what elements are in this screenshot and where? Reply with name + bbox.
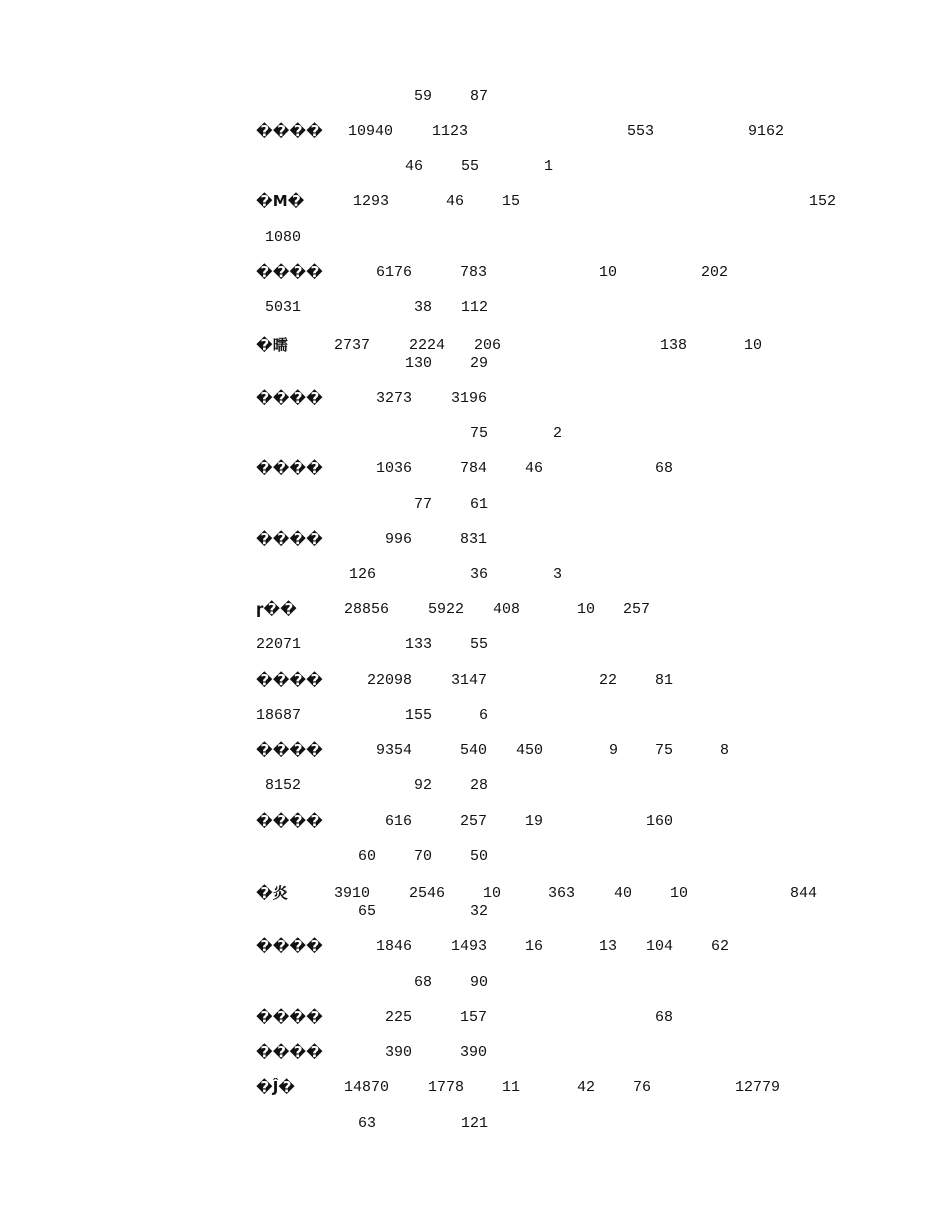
cell-r25-c2: 16 bbox=[525, 938, 544, 955]
row-label-r28: ���� bbox=[256, 1043, 323, 1061]
cell-r2-c2: 1 bbox=[544, 158, 554, 175]
cell-r24-c0: 65 bbox=[358, 903, 377, 920]
cell-r23-c6: 844 bbox=[790, 885, 818, 902]
cell-r20-c2: 28 bbox=[470, 777, 489, 794]
cell-r26-c1: 90 bbox=[470, 974, 489, 991]
cell-r19-c4: 75 bbox=[655, 742, 674, 759]
cell-r23-c5: 10 bbox=[670, 885, 689, 902]
cell-r19-c2: 450 bbox=[516, 742, 544, 759]
cell-r11-c1: 784 bbox=[460, 460, 488, 477]
cell-r9-c1: 3196 bbox=[451, 390, 488, 407]
cell-r10-c1: 2 bbox=[553, 425, 563, 442]
row-label-r15: ɼ�� bbox=[256, 600, 297, 618]
cell-r29-c0: 14870 bbox=[344, 1079, 390, 1096]
cell-r17-c0: 22098 bbox=[367, 672, 413, 689]
cell-r25-c5: 62 bbox=[711, 938, 730, 955]
cell-r23-c4: 40 bbox=[614, 885, 633, 902]
cell-r11-c2: 46 bbox=[525, 460, 544, 477]
cell-r7-c1: 2224 bbox=[409, 337, 446, 354]
cell-r21-c1: 257 bbox=[460, 813, 488, 830]
cell-r12-c0: 77 bbox=[414, 496, 433, 513]
cell-r20-c1: 92 bbox=[414, 777, 433, 794]
cell-r28-c0: 390 bbox=[385, 1044, 413, 1061]
row-label-r21: ���� bbox=[256, 812, 323, 830]
cell-r16-c0: 22071 bbox=[256, 636, 302, 653]
cell-r23-c1: 2546 bbox=[409, 885, 446, 902]
cell-r30-c0: 63 bbox=[358, 1115, 377, 1132]
cell-r18-c2: 6 bbox=[479, 707, 489, 724]
row-label-r3: �M� bbox=[256, 192, 305, 210]
cell-r17-c3: 81 bbox=[655, 672, 674, 689]
cell-r17-c1: 3147 bbox=[451, 672, 488, 689]
cell-r28-c1: 390 bbox=[460, 1044, 488, 1061]
cell-r11-c0: 1036 bbox=[376, 460, 413, 477]
row-label-r23: �炎 bbox=[256, 884, 288, 902]
row-label-r7: �曘 bbox=[256, 336, 288, 354]
cell-r14-c0: 126 bbox=[349, 566, 377, 583]
cell-r19-c0: 9354 bbox=[376, 742, 413, 759]
row-label-r25: ���� bbox=[256, 937, 323, 955]
cell-r6-c2: 112 bbox=[461, 299, 489, 316]
cell-r2-c0: 46 bbox=[405, 158, 424, 175]
cell-r23-c2: 10 bbox=[483, 885, 502, 902]
cell-r20-c0: 8152 bbox=[265, 777, 302, 794]
cell-r19-c5: 8 bbox=[720, 742, 730, 759]
cell-r29-c5: 12779 bbox=[735, 1079, 781, 1096]
cell-r29-c4: 76 bbox=[633, 1079, 652, 1096]
cell-r8-c1: 29 bbox=[470, 355, 489, 372]
cell-r14-c2: 3 bbox=[553, 566, 563, 583]
cell-r3-c0: 1293 bbox=[353, 193, 390, 210]
row-label-r1: ���� bbox=[256, 122, 323, 140]
cell-r21-c3: 160 bbox=[646, 813, 674, 830]
cell-r7-c2: 206 bbox=[474, 337, 502, 354]
cell-r5-c2: 10 bbox=[599, 264, 618, 281]
cell-r24-c1: 32 bbox=[470, 903, 489, 920]
row-label-r19: ���� bbox=[256, 741, 323, 759]
cell-r27-c1: 157 bbox=[460, 1009, 488, 1026]
cell-r13-c1: 831 bbox=[460, 531, 488, 548]
cell-r1-c3: 9162 bbox=[748, 123, 785, 140]
cell-r2-c1: 55 bbox=[461, 158, 480, 175]
cell-r6-c0: 5031 bbox=[265, 299, 302, 316]
row-label-r13: ���� bbox=[256, 530, 323, 548]
cell-r22-c1: 70 bbox=[414, 848, 433, 865]
cell-r14-c1: 36 bbox=[470, 566, 489, 583]
cell-r19-c1: 540 bbox=[460, 742, 488, 759]
row-label-r17: ���� bbox=[256, 671, 323, 689]
cell-r22-c0: 60 bbox=[358, 848, 377, 865]
cell-r25-c3: 13 bbox=[599, 938, 618, 955]
cell-r9-c0: 3273 bbox=[376, 390, 413, 407]
row-label-r5: ���� bbox=[256, 263, 323, 281]
cell-r16-c2: 55 bbox=[470, 636, 489, 653]
cell-r23-c0: 3910 bbox=[334, 885, 371, 902]
cell-r25-c0: 1846 bbox=[376, 938, 413, 955]
row-label-r27: ���� bbox=[256, 1008, 323, 1026]
cell-r15-c4: 257 bbox=[623, 601, 651, 618]
cell-r30-c1: 121 bbox=[461, 1115, 489, 1132]
cell-r16-c1: 133 bbox=[405, 636, 433, 653]
cell-r12-c1: 61 bbox=[470, 496, 489, 513]
cell-r6-c1: 38 bbox=[414, 299, 433, 316]
cell-r15-c3: 10 bbox=[577, 601, 596, 618]
cell-r29-c3: 42 bbox=[577, 1079, 596, 1096]
cell-r23-c3: 363 bbox=[548, 885, 576, 902]
cell-r15-c1: 5922 bbox=[428, 601, 465, 618]
cell-r26-c0: 68 bbox=[414, 974, 433, 991]
cell-r5-c1: 783 bbox=[460, 264, 488, 281]
cell-r3-c1: 46 bbox=[446, 193, 465, 210]
cell-r22-c2: 50 bbox=[470, 848, 489, 865]
cell-r21-c0: 616 bbox=[385, 813, 413, 830]
cell-r1-c0: 10940 bbox=[348, 123, 394, 140]
cell-r5-c0: 6176 bbox=[376, 264, 413, 281]
cell-r10-c0: 75 bbox=[470, 425, 489, 442]
cell-r15-c2: 408 bbox=[493, 601, 521, 618]
cell-r7-c3: 138 bbox=[660, 337, 688, 354]
cell-r27-c2: 68 bbox=[655, 1009, 674, 1026]
cell-r27-c0: 225 bbox=[385, 1009, 413, 1026]
cell-r1-c1: 1123 bbox=[432, 123, 469, 140]
cell-r13-c0: 996 bbox=[385, 531, 413, 548]
cell-r3-c2: 15 bbox=[502, 193, 521, 210]
cell-r19-c3: 9 bbox=[609, 742, 619, 759]
cell-r29-c2: 11 bbox=[502, 1079, 521, 1096]
cell-r7-c4: 10 bbox=[744, 337, 763, 354]
cell-r29-c1: 1778 bbox=[428, 1079, 465, 1096]
cell-r1-c2: 553 bbox=[627, 123, 655, 140]
cell-r15-c0: 28856 bbox=[344, 601, 390, 618]
cell-r7-c0: 2737 bbox=[334, 337, 371, 354]
cell-r0-c1: 87 bbox=[470, 88, 489, 105]
cell-r18-c1: 155 bbox=[405, 707, 433, 724]
cell-r8-c0: 130 bbox=[405, 355, 433, 372]
row-label-r11: ���� bbox=[256, 459, 323, 477]
cell-r5-c3: 202 bbox=[701, 264, 729, 281]
cell-r17-c2: 22 bbox=[599, 672, 618, 689]
cell-r25-c4: 104 bbox=[646, 938, 674, 955]
cell-r0-c0: 59 bbox=[414, 88, 433, 105]
cell-r4-c0: 1080 bbox=[265, 229, 302, 246]
row-label-r29: �Ĵ� bbox=[256, 1078, 295, 1096]
cell-r18-c0: 18687 bbox=[256, 707, 302, 724]
cell-r25-c1: 1493 bbox=[451, 938, 488, 955]
cell-r3-c3: 152 bbox=[809, 193, 837, 210]
cell-r21-c2: 19 bbox=[525, 813, 544, 830]
row-label-r9: ���� bbox=[256, 389, 323, 407]
cell-r11-c3: 68 bbox=[655, 460, 674, 477]
